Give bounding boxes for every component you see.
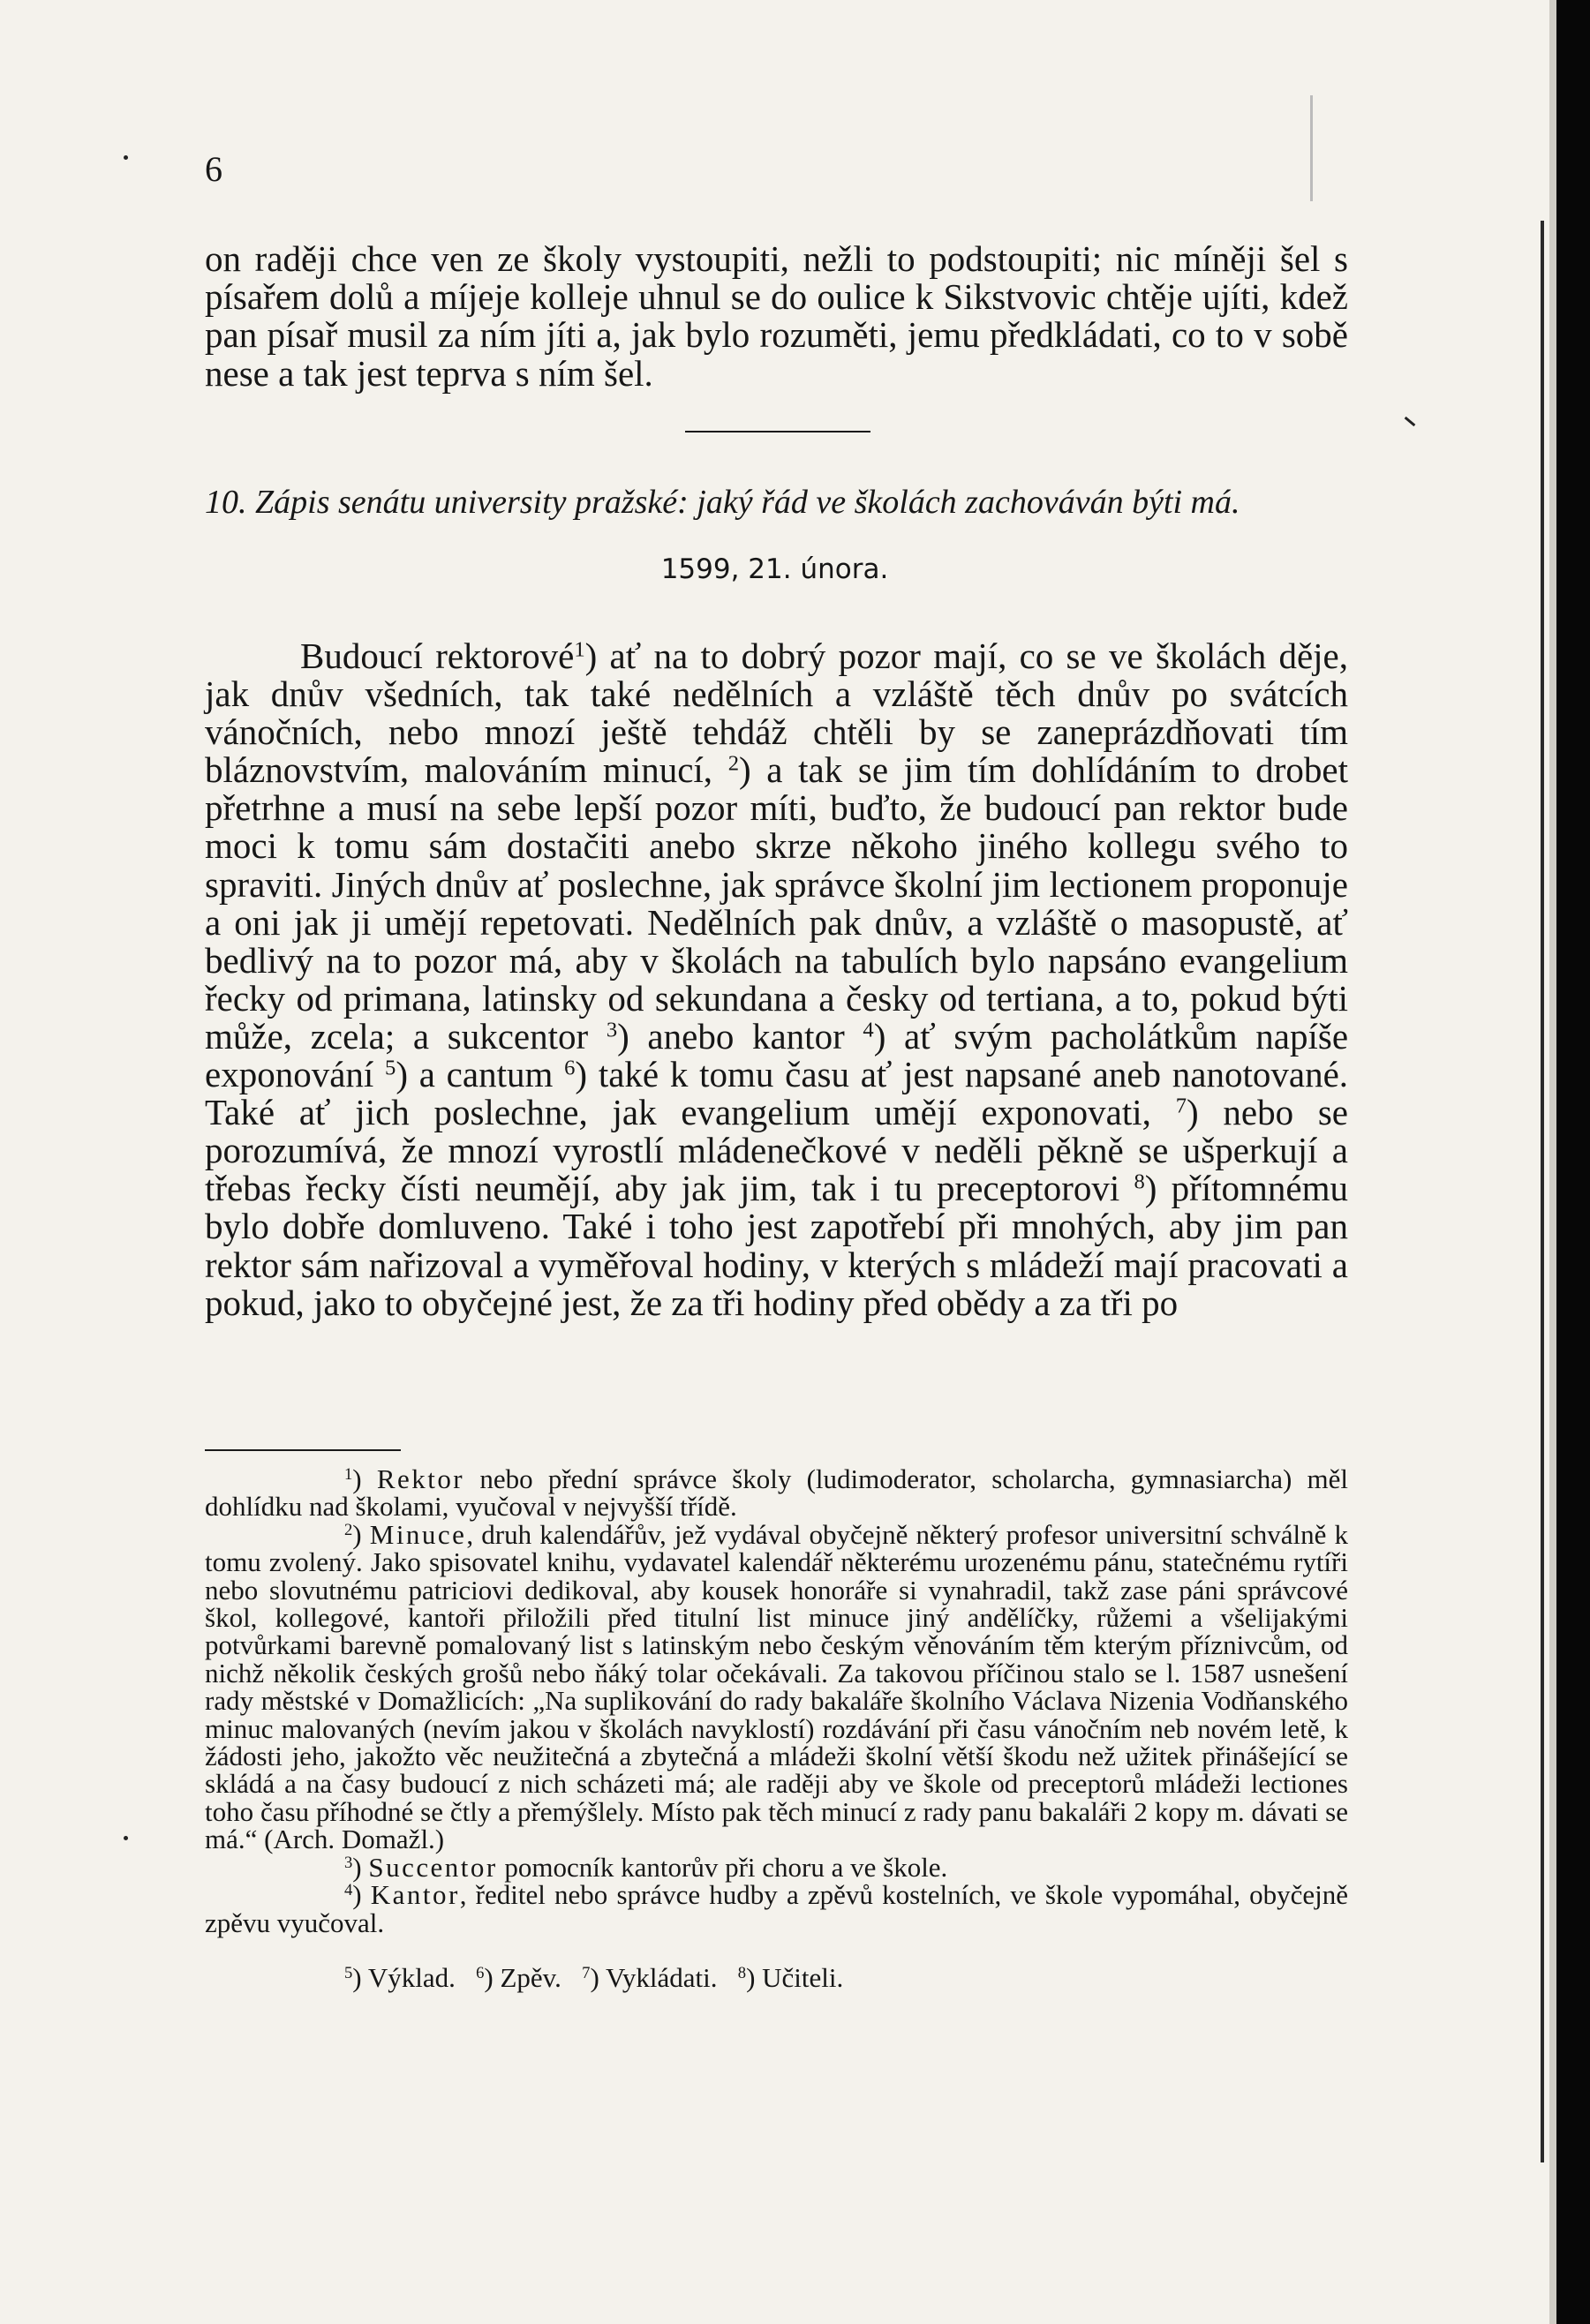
footnote-term: Minuce <box>369 1518 467 1550</box>
footnote-mark: 3 <box>344 1853 353 1872</box>
body-text: také k tomu času ať jest napsané aneb nanotované. Také ať jich poslechne, jak evangelium umějí exponovati, <box>205 1054 1349 1133</box>
ink-speck <box>1541 221 1544 2162</box>
footnote-2: $^2$) Minuce, druh kalendářův, jež vydával obyčejně některý profesor universitní schválně k tomu zvolený. Jako spisovatel knihu, vydavatel kalendář některému urozenému pánu, statečnému rytíři nebo slovutnému patriciovi dedikoval, aby kousek honoráře si vynahradil, takž zase páni správcové škol, kollegové, kantoři přiložili před titulní list minuce jiný andělíčky, růžemi a všelijakými potvůrkami barevně pomalovaný list s latinským nebo českým věnováním těm kterým příznivcům, od nichž několik českých grošů nebo ňáký tolar očekávali. Za takovou příčinou stalo se l. 1587 usnešení rady městské v Domažlicích: „Na suplikování do rady bakaláře školního Václava Nizenia Vodňanského minuc malovaných (nevím jakou v školách navyklostí) rozdávání při času vánočním neb novém letě, k žádosti jeho, jakožto věc neužitečná a zbytečná a mládeži školní větší škodu než užitek přinášející se skládá a na časy budoucí z nich scházeti má; ale raději aby ve škole od preceptorů mládeži lectiones toho času příhodné se čtly a přemýšlely. Místo pak těch minucí z rady panu bakaláři 2 kopy m. dávati se má.“ (Arch. Domažl.) <box>205 1518 1348 1855</box>
footnote-4: $^4$) Kantor, ředitel nebo správce hudby a zpěvů kostelních, ve škole vypomáhal, obyčejně zpěvu vyučoval. <box>205 1879 1348 1938</box>
continuation-text: on raději chce ven ze školy vystoupiti, nežli to podstoupiti; nic míněji šel s písařem dolů a míjeje kolleje uhnul se do oulice k Sikstvovic chtěje ujíti, kdež pan písař musil za ním jíti a, jak bylo rozuměti, jemu předkládati, co to v sobě nese a tak jest teprva s ním šel. <box>205 238 1348 394</box>
body-text: ať svým pacholátkům napíše exponování <box>205 1015 1349 1095</box>
ink-speck <box>1310 95 1313 201</box>
main-text: Budoucí rektorové$^1$) ať na to dobrý pozor mají, co se ve školách děje, jak dnův všedních, tak také nedělních a vzláště těch dnův po svátcích vánočních, nebo mnozí ještě tehdáž chtěli by se zaneprázdňovati tím bláznovstvím, malováním minucí, $^2$) a tak se jim tím dohlídáním to drobet přetrhne a musí na sebe lepší pozor míti, buďto, že budoucí pan rektor bude moci k tomu sám dostačiti anebo skrze někoho jiného kollegu svého to spraviti. Jiných dnův ať poslechne, jak správce školní jim lectionem proponuje a oni jak ji umějí repetovati. Nedělních pak dnův, a vzláště o masopustě, ať bedlivý na to pozor má, aby v školách na tabulích bylo napsáno evangelium řecky od primana, latinsky od sekundana a česky od tertiana, a to, pokud býti může, zcela; a sukcentor $^3$) anebo kantor $^4$) ať svým pacholátkům napíše exponování $^5$) a cantum $^6$) také k tomu času ať jest napsané aneb nanotované. Také ať jich poslechne, jak evangelium umějí exponovati, $^7$) nebo se porozumívá, že mnozí vyrostlí mládenečkové v neděli pěkně se ušperkují a třebas řecky čísti neumějí, aby jak jim, tak i tu preceptorovi $^8$) přítomnému bylo dobře domluveno. Také i toho jest zapotřebí při mnohých, aby jim pan rektor sám nařizoval a vyměřoval hodiny, v kterých s mládeží mají pracovati a pokud, jako to obyčejné jest, že za tři hodiny před obědy a za tři po <box>205 636 1349 1323</box>
page-number: 6 <box>205 149 222 189</box>
body-text: přítomnému bylo dobře domluveno. Také i toho jest zapotřebí při mnohých, aby jim pan rektor sám nařizoval a vyměřoval hodiny, v kterých s mládeží mají pracovati a pokud, jako to obyčejné jest, že za tři hodiny před obědy a za tři po <box>205 1168 1349 1323</box>
footnote-ref[interactable]: 3 <box>606 1018 618 1042</box>
continuation-paragraph <box>205 240 1348 393</box>
footnote-mark: 4 <box>344 1880 353 1899</box>
section-date: 1599, 21. února. <box>660 553 889 585</box>
body-text: anebo kantor <box>629 1015 845 1057</box>
footnote-text: Zpěv. <box>493 1961 561 1993</box>
footnote-ref[interactable]: 8 <box>1134 1170 1145 1194</box>
footnote-ref[interactable]: 6 <box>564 1056 576 1080</box>
section-divider <box>685 431 870 432</box>
page-spine-edge <box>1549 0 1556 2324</box>
footnote-mark: 1 <box>344 1464 353 1484</box>
section-heading: 10. Zápis senátu university pražské: jaký řád ve školách zachováván býti má. <box>205 484 1240 521</box>
footnote-term: Rektor <box>376 1463 465 1494</box>
footnote-mark: 8 <box>737 1963 747 1982</box>
footnote-term: Kantor <box>370 1879 460 1911</box>
footnote-1: $^1$) Rektor nebo přední správce školy (ludimoderator, scholarcha, gymnasiarcha) měl dohlídku nad školami, vyučoval v nejvyšší třídě. <box>205 1463 1348 1523</box>
body-text: ať na to dobrý pozor mají, co se ve školách děje, jak dnův všedních, tak také nedělních a vzláště těch dnův po svátcích vánočních, nebo mnozí ještě tehdáž chtěli by se zaneprázdňovati tím bláznovstvím, malováním minucí, <box>205 636 1349 791</box>
footnote-mark: 2 <box>344 1520 353 1539</box>
main-paragraph <box>205 637 1348 1322</box>
footnotes-block <box>205 1465 1348 2019</box>
ink-speck <box>124 1836 128 1840</box>
body-text: a tak se jim tím dohlídáním to drobet přetrhne a musí na sebe lepší pozor míti, buďto, že budoucí pan rektor bude moci k tomu sám dostačiti anebo skrze někoho jiného kollegu svého to spraviti. Jiných dnův ať poslechne, jak správce školní jim lectionem proponuje a oni jak ji umějí repetovati. Nedělních pak dnův, a vzláště o masopustě, ať bedlivý na to pozor má, aby v školách na tabulích bylo napsáno evangelium řecky od primana, latinsky od sekundana a česky od tertiana, a to, pokud býti může, zcela; a sukcentor <box>205 749 1349 1057</box>
body-text: Budoucí rektorové <box>300 636 575 676</box>
footnote-text: Výklad. <box>361 1961 456 1993</box>
footnote-divider <box>205 1449 401 1451</box>
footnote-text: nebo přední správce školy (ludimoderator, scholarcha, gymnasiarcha) měl dohlídku nad školami, vyučoval v nejvyšší třídě. <box>205 1463 1348 1523</box>
footnote-3: $^3$) Succentor pomocník kantorův při choru a ve škole. <box>344 1851 948 1883</box>
footnote-text: , druh kalendářův, jež vydával obyčejně některý profesor universitní schválně k tomu zvolený. Jako spisovatel knihu, vydavatel kalendář některému urozenému pánu, statečnému rytíři nebo slovutnému patriciovi dedikoval, aby kousek honoráře si vynahradil, takž zase páni správcové škol, kollegové, kantoři přiložili před titulní list minuce jiný andělíčky, růžemi a všelijakými potvůrkami barevně pomalovaný list s latinským nebo českým věnováním těm kterým příznivcům, od nichž několik českých grošů nebo ňáký tolar očekávali. Za takovou příčinou stalo se l. 1587 usnešení rady městské v Domažlicích: „Na suplikování do rady bakaláře školního Václava Nizenia Vodňanského minuc malovaných (nevím jakou v školách navyklostí) rozdávání při času vánočním neb novém letě, k žádosti jeho, jakožto věc neužitečná a zbytečná a mládeži školní větší škodu než užitek přinášející se skládá a na časy budoucí z nich scházeti má; ale raději aby ve škole od preceptorů mládeži lectiones toho času příhodné se čtly a přemýšlely. Místo pak těch minucí z rady panu bakaláři 2 kopy m. dávati se má.“ (Arch. Domažl.) <box>205 1518 1348 1855</box>
footnote-text: Vykládati. <box>599 1961 718 1993</box>
footnote-mark: 7 <box>582 1963 591 1982</box>
footnote-text: Učiteli. <box>755 1961 844 1993</box>
footnote-text: , ředitel nebo správce hudby a zpěvů kostelních, ve škole vypomáhal, obyčejně zpěvu vyučoval. <box>205 1879 1348 1938</box>
footnote-ref[interactable]: 1 <box>574 637 585 662</box>
ink-speck <box>124 155 128 160</box>
footnote-text: pomocník kantorův při choru a ve škole. <box>497 1851 948 1883</box>
body-text: a cantum <box>408 1054 554 1095</box>
footnote-ref[interactable]: 7 <box>1175 1094 1187 1118</box>
footnote-term: Succentor <box>368 1851 498 1883</box>
footnotes-5-8: $^5$) Výklad. $^6$) Zpěv. $^7$) Vykládati. $^8$) Učiteli. <box>344 1961 844 1993</box>
footnote-ref[interactable]: 4 <box>863 1018 874 1042</box>
footnote-ref[interactable]: 2 <box>727 751 739 776</box>
footnote-mark: 6 <box>476 1963 485 1982</box>
body-text: nebo se porozumívá, že mnozí vyrostlí mládenečkové v neděli pěkně se ušperkují a třebas řecky čísti neumějí, aby jak jim, tak i tu preceptorovi <box>205 1092 1349 1209</box>
footnote-mark: 5 <box>344 1963 353 1982</box>
footnote-ref[interactable]: 5 <box>385 1056 396 1080</box>
